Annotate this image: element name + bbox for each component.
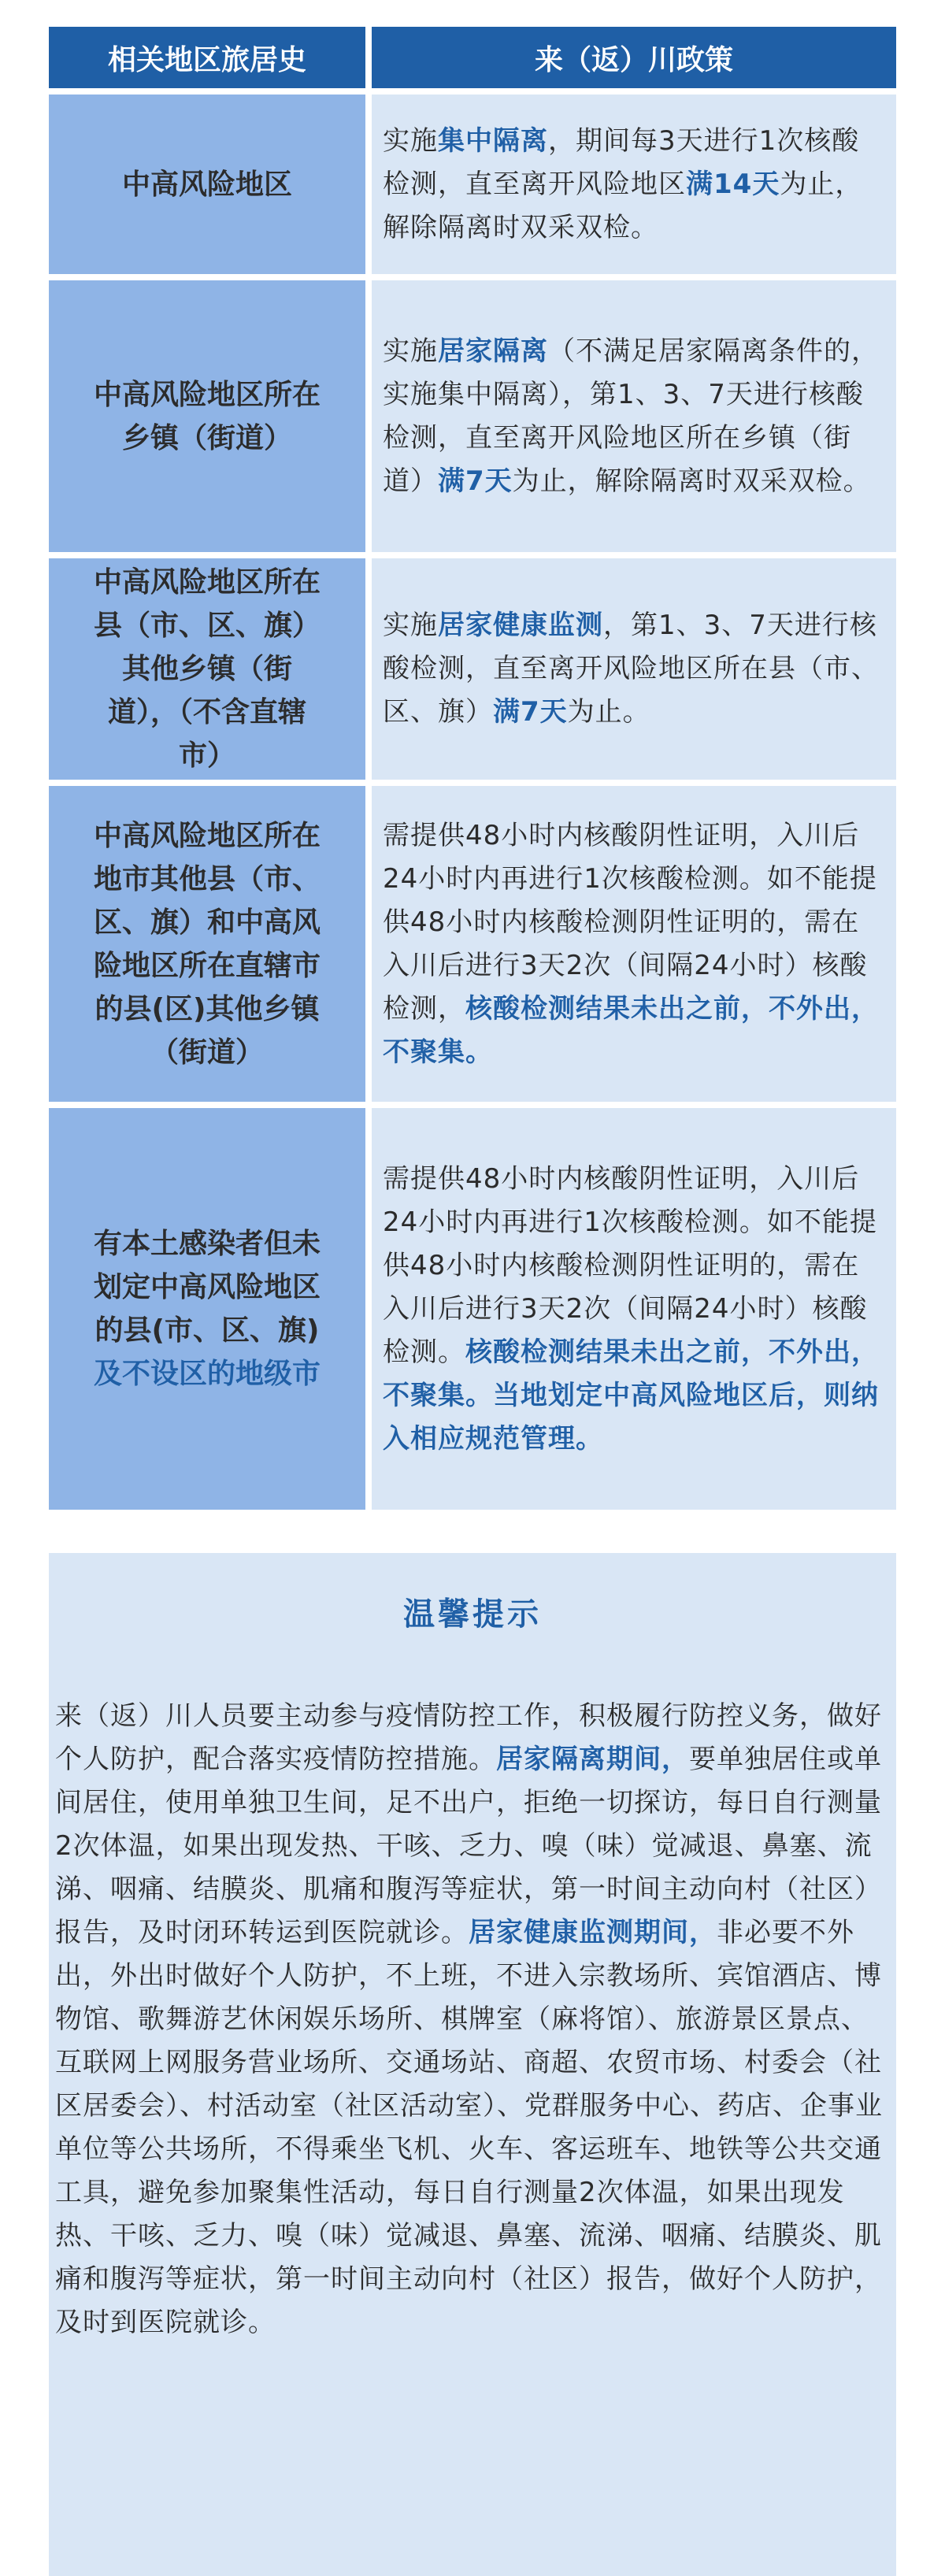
tips-highlight: 居家健康监测期间， — [469, 1917, 717, 1948]
policy-segment: （不满足居家隔离条件的，实施集中隔离），第1、3、7天进行核酸检测，直至离开风险地区所在乡镇（街道） — [383, 335, 879, 497]
tips-segment: 要单独居住或单间居住，使用单独卫生间，足不出户，拒绝一切探访，每日自行测量2次体温，如果出现发热、干咳、乏力、嗅（味）觉减退、鼻塞、流涕、咽痛、结膜炎、肌痛和腹泻等症状，第一时间主动向村（社区）报告，及时闭环转运到医院就诊。 — [55, 1744, 882, 1948]
row-region — [49, 95, 365, 274]
region-line: （街道） — [150, 1036, 264, 1069]
policy-highlight: 满7天 — [493, 696, 568, 728]
policy-highlight: 居家隔离 — [438, 335, 548, 367]
region-line: 中高风险地区所在 — [93, 378, 321, 411]
policy-segment: 为止，解除隔离时双采双检。 — [512, 465, 871, 497]
table-row — [49, 280, 896, 552]
tips-body — [55, 1695, 890, 2344]
tips-title: 温馨提示 — [403, 1596, 542, 1633]
policy-segment: ，期间每3天进行1次核酸检测，直至离开风险地区 — [383, 124, 860, 200]
policy-segment: 需提供48小时内核酸阴性证明，入川后24小时内再进行1次核酸检测。如不能提供48小时内核酸检测阴性证明的，需在入川后进行3天2次（间隔24小时）核酸检测， — [383, 819, 877, 1025]
region-line: 地市其他县（市、 — [93, 862, 321, 895]
region-line: 中高风险地区 — [121, 168, 292, 201]
policy-text — [383, 814, 884, 1074]
table-header — [49, 27, 896, 88]
table-row — [49, 95, 896, 274]
policy-table — [49, 27, 896, 1510]
tips-segment: 来（返）川人员要主动参与疫情防控工作，积极履行防控义务，做好个人防护，配合落实疫情防控措施。 — [55, 1700, 882, 1775]
table-row — [49, 786, 896, 1102]
policy-text — [383, 330, 884, 503]
row-region — [49, 558, 365, 780]
policy-highlight: 核酸检测结果未出之前，不外出，不聚集。当地划定中高风险地区后，则纳入相应规范管理。 — [383, 1336, 879, 1455]
region-line: 其他乡镇（街 — [121, 653, 292, 685]
policy-segment: 实施 — [383, 335, 438, 367]
policy-highlight: 集中隔离 — [438, 124, 548, 157]
region-line: 的县(区)其他乡镇 — [94, 992, 320, 1025]
region-line: 险地区所在直辖市 — [93, 949, 321, 982]
region-line: 有本土感染者但未 — [93, 1228, 321, 1260]
region-line: 道），（不含直辖 — [107, 696, 306, 728]
row-region — [49, 280, 365, 552]
policy-highlight: 满14天 — [686, 168, 780, 200]
region-line: 县（市、区、旗） — [93, 610, 321, 642]
header-policy: 来（返）川政策 — [372, 27, 896, 88]
policy-segment: 实施 — [383, 124, 438, 157]
policy-segment: 为止。 — [567, 696, 650, 728]
policy-text — [383, 604, 884, 734]
table-row — [49, 558, 896, 780]
region-line: 市） — [178, 739, 235, 772]
row-policy — [372, 558, 896, 780]
policy-highlight: 核酸检测结果未出之前，不外出，不聚集。 — [383, 992, 879, 1068]
policy-text — [383, 120, 884, 250]
policy-highlight: 居家健康监测 — [438, 610, 603, 641]
policy-highlight: 满7天 — [438, 465, 513, 497]
tips-panel — [49, 1553, 896, 2576]
region-line: 乡镇（街道） — [121, 421, 292, 454]
row-policy — [372, 1108, 896, 1510]
row-policy — [372, 280, 896, 552]
tips-highlight: 居家隔离期间， — [496, 1744, 689, 1775]
row-region — [49, 786, 365, 1102]
policy-segment: 为止，解除隔离时双采双检。 — [383, 168, 863, 243]
region-line: 及不设区的地级市 — [93, 1358, 321, 1390]
policy-text — [383, 1158, 884, 1461]
region-line: 划定中高风险地区 — [93, 1271, 321, 1303]
table-row — [49, 1108, 896, 1510]
policy-segment: 需提供48小时内核酸阴性证明，入川后24小时内再进行1次核酸检测。如不能提供48小时内核酸检测阴性证明的，需在入川后进行3天2次（间隔24小时）核酸检测。 — [383, 1162, 877, 1368]
row-policy — [372, 786, 896, 1102]
row-policy — [372, 95, 896, 274]
row-region — [49, 1108, 365, 1510]
region-line: 中高风险地区所在 — [93, 566, 321, 599]
policy-segment: 实施 — [383, 610, 438, 641]
region-line: 中高风险地区所在 — [93, 819, 321, 852]
tips-segment: 非必要不外出，外出时做好个人防护，不上班，不进入宗教场所、宾馆酒店、博物馆、歌舞游艺休闲娱乐场所、棋牌室（麻将馆）、旅游景区景点、互联网上网服务营业场所、交通场站、商超、农贸市场、村委会（社区居委会）、村活动室（社区活动室）、党群服务中心、药店、企事业单位等公共场所，不得乘坐飞机、火车、客运班车、地铁等公共交通工具，避免参加聚集性活动，每日自行测量2次体温，如果出现发热、干咳、乏力、嗅（味）觉减退、鼻塞、流涕、咽痛、结膜炎、肌痛和腹泻等症状，第一时间主动向村（社区）报告，做好个人防护，及时到医院就诊。 — [55, 1917, 883, 2338]
header-region-history: 相关地区旅居史 — [49, 27, 365, 88]
policy-segment: ，第1、3、7天进行核酸检测，直至离开风险地区所在县（市、区、旗） — [383, 610, 879, 728]
region-line: 的县(市、区、旗) — [94, 1314, 320, 1347]
region-line: 区、旗）和中高风 — [93, 906, 321, 939]
